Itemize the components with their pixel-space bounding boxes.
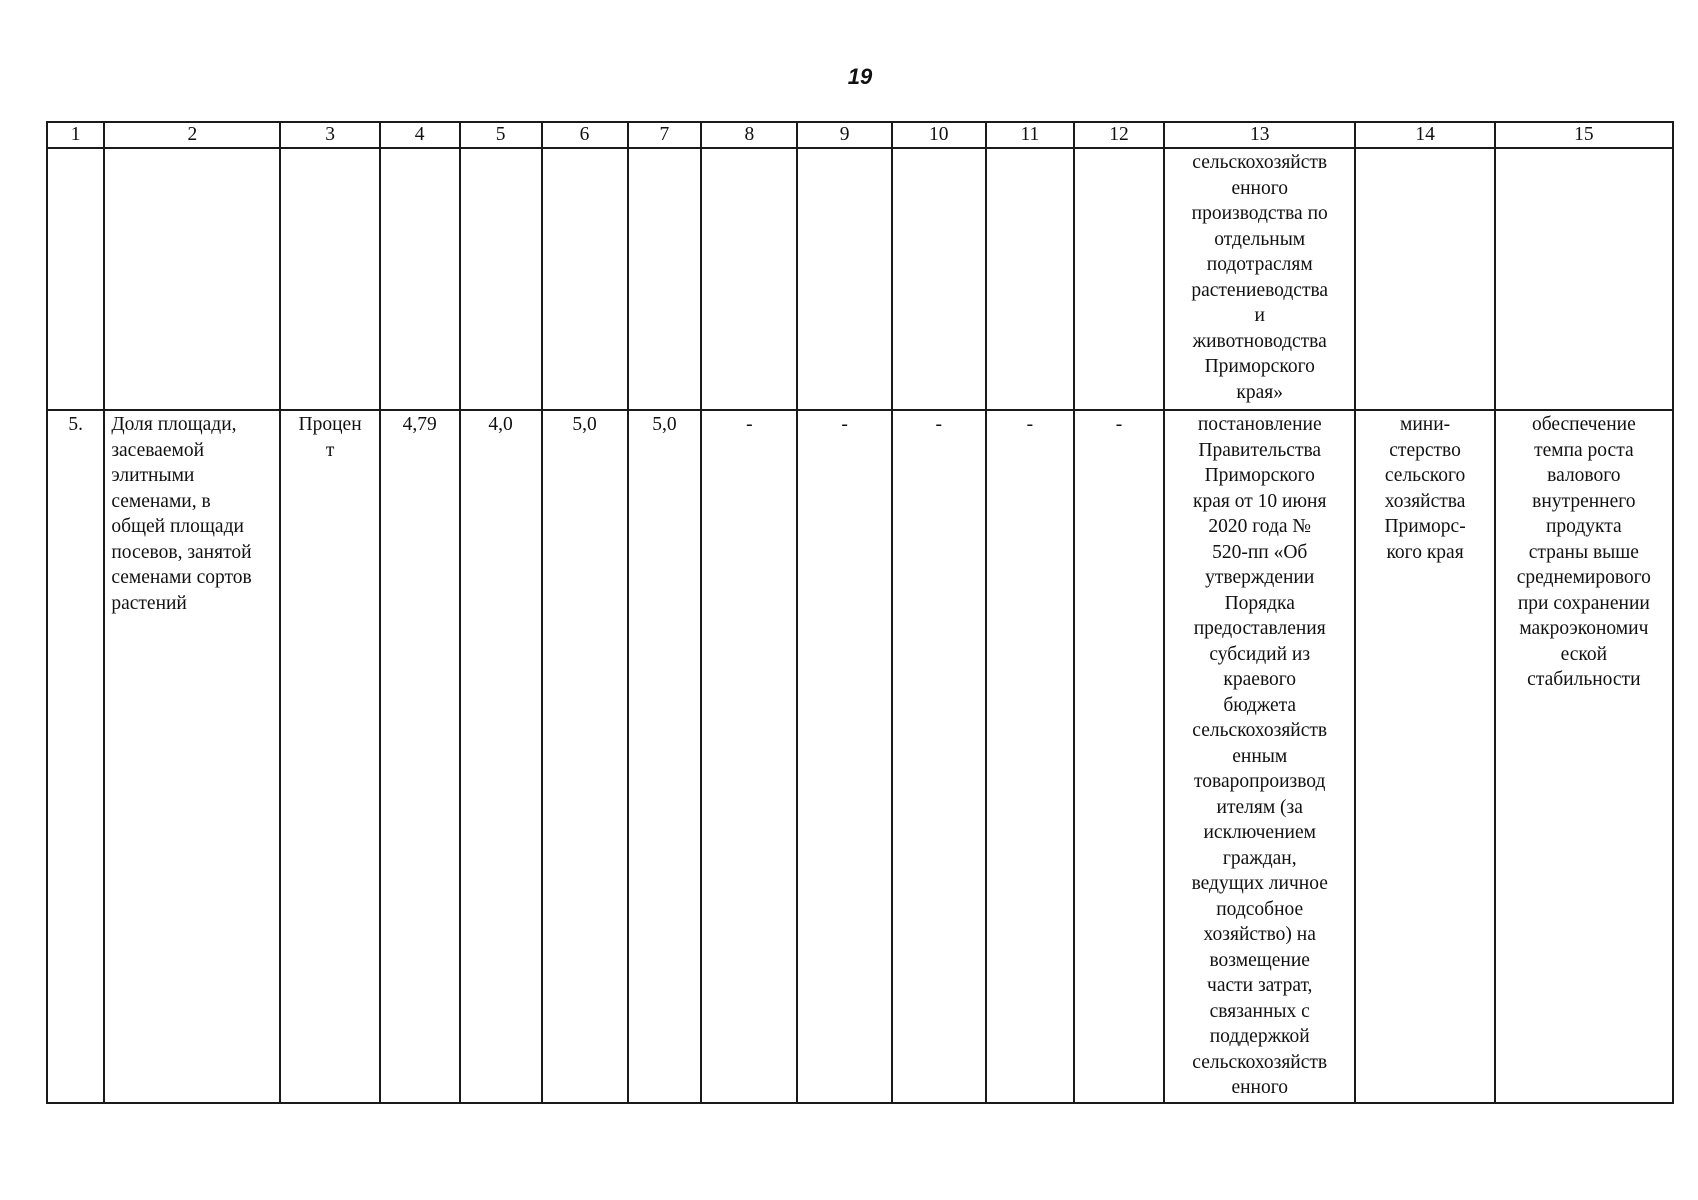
cont-cell-12	[1074, 148, 1164, 410]
indicators-table	[46, 121, 1674, 1104]
header-col-15: 15	[1495, 122, 1673, 148]
cont-cell-3	[280, 148, 379, 410]
document-basis: постановление Правительства Приморского края от 10 июня 2020 года № 520-пп «Об утверждении Порядка предоставления субсидий из краевого бюджета сельскохозяйств енным товаропроизвод ителям (за исключением граждан, ведущих личное подсобное хозяйство) на возмещение части затрат, связанных с поддержкой сельскохозяйств енного	[1164, 410, 1355, 1103]
value-col-6: 5,0	[542, 410, 628, 1103]
header-col-4: 4	[380, 122, 460, 148]
header-col-2: 2	[104, 122, 280, 148]
cont-document-text: сельскохозяйств енного производства по отдельным подотраслям растениеводства и животноводства Приморского края»	[1164, 148, 1355, 410]
unit-cell: Процен т	[280, 410, 379, 1103]
table-row	[47, 410, 1673, 1103]
header-row	[47, 122, 1673, 148]
header-col-1: 1	[47, 122, 104, 148]
cont-cell-11	[986, 148, 1074, 410]
value-col-4: 4,79	[380, 410, 460, 1103]
goal-text: обеспечение темпа роста валового внутреннего продукта страны выше среднемирового при сохранении макроэкономич еской стабильности	[1495, 410, 1673, 1103]
cont-cell-8	[701, 148, 797, 410]
value-col-9: -	[797, 410, 891, 1103]
header-col-12: 12	[1074, 122, 1164, 148]
cont-cell-9	[797, 148, 891, 410]
responsible-body: мини- стерство сельского хозяйства Приморс- кого края	[1355, 410, 1494, 1103]
value-col-7: 5,0	[628, 410, 702, 1103]
header-col-5: 5	[460, 122, 542, 148]
row-number: 5.	[47, 410, 104, 1103]
cont-cell-5	[460, 148, 542, 410]
header-col-10: 10	[892, 122, 986, 148]
cont-cell-2	[104, 148, 280, 410]
header-col-9: 9	[797, 122, 891, 148]
indicator-name: Доля площади, засеваемой элитными семенами, в общей площади посевов, занятой семенами сортов растений	[104, 410, 280, 1103]
value-col-10: -	[892, 410, 986, 1103]
header-col-6: 6	[542, 122, 628, 148]
cont-cell-10	[892, 148, 986, 410]
header-col-14: 14	[1355, 122, 1494, 148]
cont-cell-7	[628, 148, 702, 410]
value-col-12: -	[1074, 410, 1164, 1103]
header-col-13: 13	[1164, 122, 1355, 148]
cont-cell-15	[1495, 148, 1673, 410]
value-col-5: 4,0	[460, 410, 542, 1103]
continuation-row	[47, 148, 1673, 410]
header-col-8: 8	[701, 122, 797, 148]
value-col-8: -	[701, 410, 797, 1103]
header-col-3: 3	[280, 122, 379, 148]
header-col-11: 11	[986, 122, 1074, 148]
cont-cell-1	[47, 148, 104, 410]
cont-cell-4	[380, 148, 460, 410]
cont-cell-14	[1355, 148, 1494, 410]
header-col-7: 7	[628, 122, 702, 148]
value-col-11: -	[986, 410, 1074, 1103]
cont-cell-6	[542, 148, 628, 410]
page-number: 19	[847, 64, 873, 89]
